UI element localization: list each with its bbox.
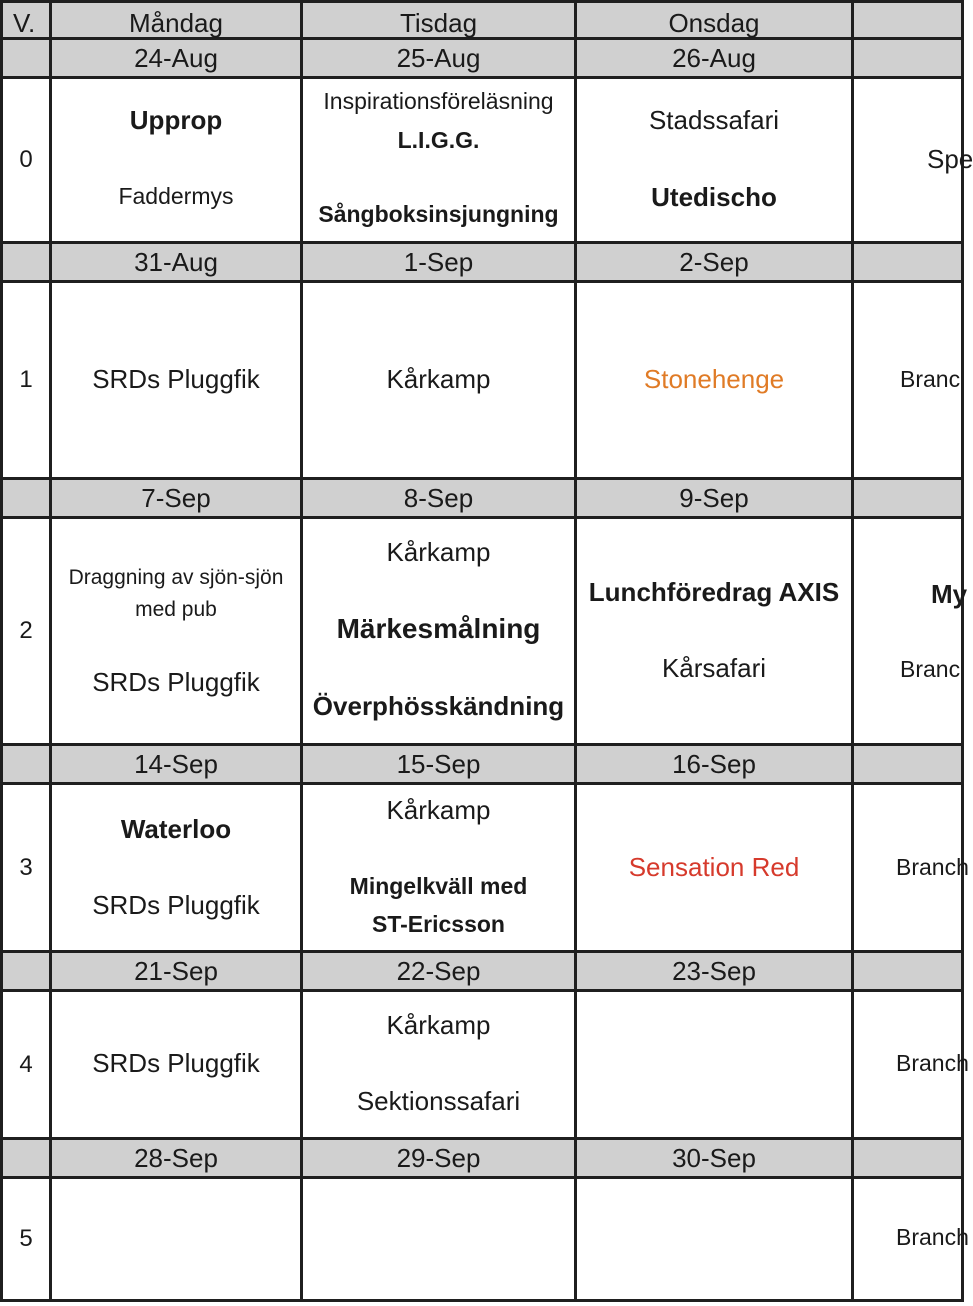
week-number: 2 [19, 617, 33, 644]
date-cell [577, 746, 854, 785]
event-karkamp: Kårkamp [386, 1010, 491, 1040]
event-cell [854, 785, 969, 953]
week-number: 0 [19, 146, 33, 173]
date-cell [854, 480, 964, 519]
event-cell [303, 992, 577, 1140]
event-sensation-red: Sensation Red [628, 852, 800, 882]
header-day-wednesday [577, 0, 854, 40]
event-cut-off: Branc [900, 656, 961, 682]
event-cell [577, 1179, 854, 1302]
date-cell [577, 244, 854, 283]
date-label: 26-Aug [672, 43, 756, 73]
event-cell [52, 992, 303, 1140]
event-stadssafari: Stadssafari [648, 105, 780, 135]
week-number-cell [0, 1179, 52, 1302]
event-waterloo: Waterloo [120, 814, 232, 844]
date-label: 9-Sep [679, 483, 749, 513]
event-sangboksinsjungning: Sångboksinsjungning [318, 201, 559, 227]
date-cell [303, 953, 577, 992]
date-label: 30-Sep [672, 1143, 756, 1173]
date-cell [854, 40, 964, 79]
week-number-cell [0, 519, 52, 746]
date-cell [52, 1140, 303, 1179]
event-srds-pluggfik: SRDs Pluggfik [92, 1048, 260, 1078]
event-stonehenge: Stonehenge [643, 364, 785, 394]
event-karkamp: Kårkamp [386, 364, 491, 394]
event-srds-pluggfik: SRDs Pluggfik [92, 890, 260, 920]
event-cell [303, 283, 577, 480]
event-cell [52, 785, 303, 953]
date-cell [303, 746, 577, 785]
event-cell [854, 1179, 969, 1302]
event-mingelkvall-line1: Mingelkväll med [349, 873, 528, 899]
event-lunchforedrag-axis: Lunchföredrag AXIS [588, 577, 840, 607]
header-day-thursday [854, 0, 964, 40]
event-cut-off: Branch [896, 1224, 969, 1250]
event-faddermys: Faddermys [118, 183, 234, 209]
date-row-week-cell [0, 244, 52, 283]
date-cell [303, 40, 577, 79]
event-utedischo: Utedischo [651, 182, 777, 212]
date-label: 1-Sep [403, 247, 474, 277]
event-cell [52, 1179, 303, 1302]
date-row-week-cell [0, 40, 52, 79]
date-label: 23-Sep [672, 956, 756, 986]
date-label: 15-Sep [396, 749, 481, 779]
event-cell [577, 283, 854, 480]
event-cell [854, 992, 969, 1140]
date-cell [52, 40, 303, 79]
week-number-cell [0, 79, 52, 244]
date-cell [52, 244, 303, 283]
event-cut-off: Branc [900, 366, 961, 392]
date-cell [854, 746, 964, 785]
day-label: Tisdag [399, 8, 478, 38]
event-srds-pluggfik: SRDs Pluggfik [92, 667, 260, 697]
date-label: 8-Sep [403, 483, 474, 513]
event-cell [303, 1179, 577, 1302]
event-ligg: L.I.G.G. [397, 127, 480, 153]
event-karsafari: Kårsafari [661, 653, 767, 683]
event-sektionssafari: Sektionssafari [356, 1086, 521, 1116]
day-label: Onsdag [668, 8, 760, 38]
date-row-week-cell [0, 953, 52, 992]
date-label: 7-Sep [141, 483, 211, 513]
date-cell [303, 244, 577, 283]
event-cell [854, 283, 964, 480]
event-cell [303, 785, 577, 953]
event-srds-pluggfik: SRDs Pluggfik [92, 364, 260, 394]
date-label: 25-Aug [396, 43, 481, 73]
event-draggning-line1: Draggning av sjön-sjön [68, 566, 284, 589]
event-cell [303, 79, 577, 244]
event-inspirationsforelasning: Inspirationsföreläsning [323, 88, 554, 114]
event-karkamp: Kårkamp [386, 795, 491, 825]
event-cell [577, 79, 854, 244]
day-label: Måndag [129, 8, 223, 38]
date-label: 16-Sep [672, 749, 756, 779]
event-cut-off: Spe [927, 144, 973, 174]
header-week-cell [0, 0, 52, 40]
event-cut-off: My [931, 579, 968, 609]
event-cut-off: Branch [896, 854, 969, 880]
date-cell [52, 953, 303, 992]
event-draggning-line2: med pub [135, 598, 217, 621]
date-cell [577, 40, 854, 79]
event-cell [577, 785, 854, 953]
week-number: 1 [19, 366, 33, 393]
event-cell [52, 79, 303, 244]
week-number: 3 [19, 853, 33, 881]
date-label: 2-Sep [679, 247, 749, 277]
date-label: 24-Aug [134, 43, 218, 73]
event-cell [577, 992, 854, 1140]
date-label: 22-Sep [396, 956, 481, 986]
date-cell [52, 746, 303, 785]
week-number: 4 [19, 1050, 33, 1078]
date-cell [854, 1140, 964, 1179]
event-cell [303, 519, 577, 746]
event-cell [854, 79, 973, 244]
event-cell [854, 519, 968, 746]
event-cell [577, 519, 854, 746]
date-cell [577, 953, 854, 992]
date-cell [52, 480, 303, 519]
date-cell [577, 480, 854, 519]
date-label: 29-Sep [396, 1143, 481, 1173]
date-cell [854, 244, 964, 283]
date-row-week-cell [0, 1140, 52, 1179]
date-cell [303, 1140, 577, 1179]
event-cell [52, 519, 303, 746]
week-number-cell [0, 785, 52, 953]
date-label: 21-Sep [134, 956, 218, 986]
week-number-cell [0, 283, 52, 480]
header-day-monday [52, 0, 303, 40]
date-label: 14-Sep [134, 749, 218, 779]
date-row-week-cell [0, 746, 52, 785]
event-cell [52, 283, 303, 480]
week-number-cell [0, 992, 52, 1140]
event-overphosskandning: Överphösskändning [312, 691, 565, 721]
date-cell [854, 953, 964, 992]
date-cell [303, 480, 577, 519]
header-week-label: V. [13, 8, 36, 38]
week-number: 5 [19, 1225, 33, 1252]
event-upprop: Upprop [129, 105, 223, 135]
header-day-tuesday [303, 0, 577, 40]
event-mingelkvall-line2: ST-Ericsson [372, 911, 505, 937]
date-cell [577, 1140, 854, 1179]
event-karkamp: Kårkamp [386, 537, 491, 567]
date-label: 28-Sep [134, 1143, 218, 1173]
event-cut-off: Branch [896, 1050, 969, 1076]
date-label: 31-Aug [134, 247, 218, 277]
event-markesmalning: Märkesmålning [336, 613, 541, 644]
date-row-week-cell [0, 480, 52, 519]
